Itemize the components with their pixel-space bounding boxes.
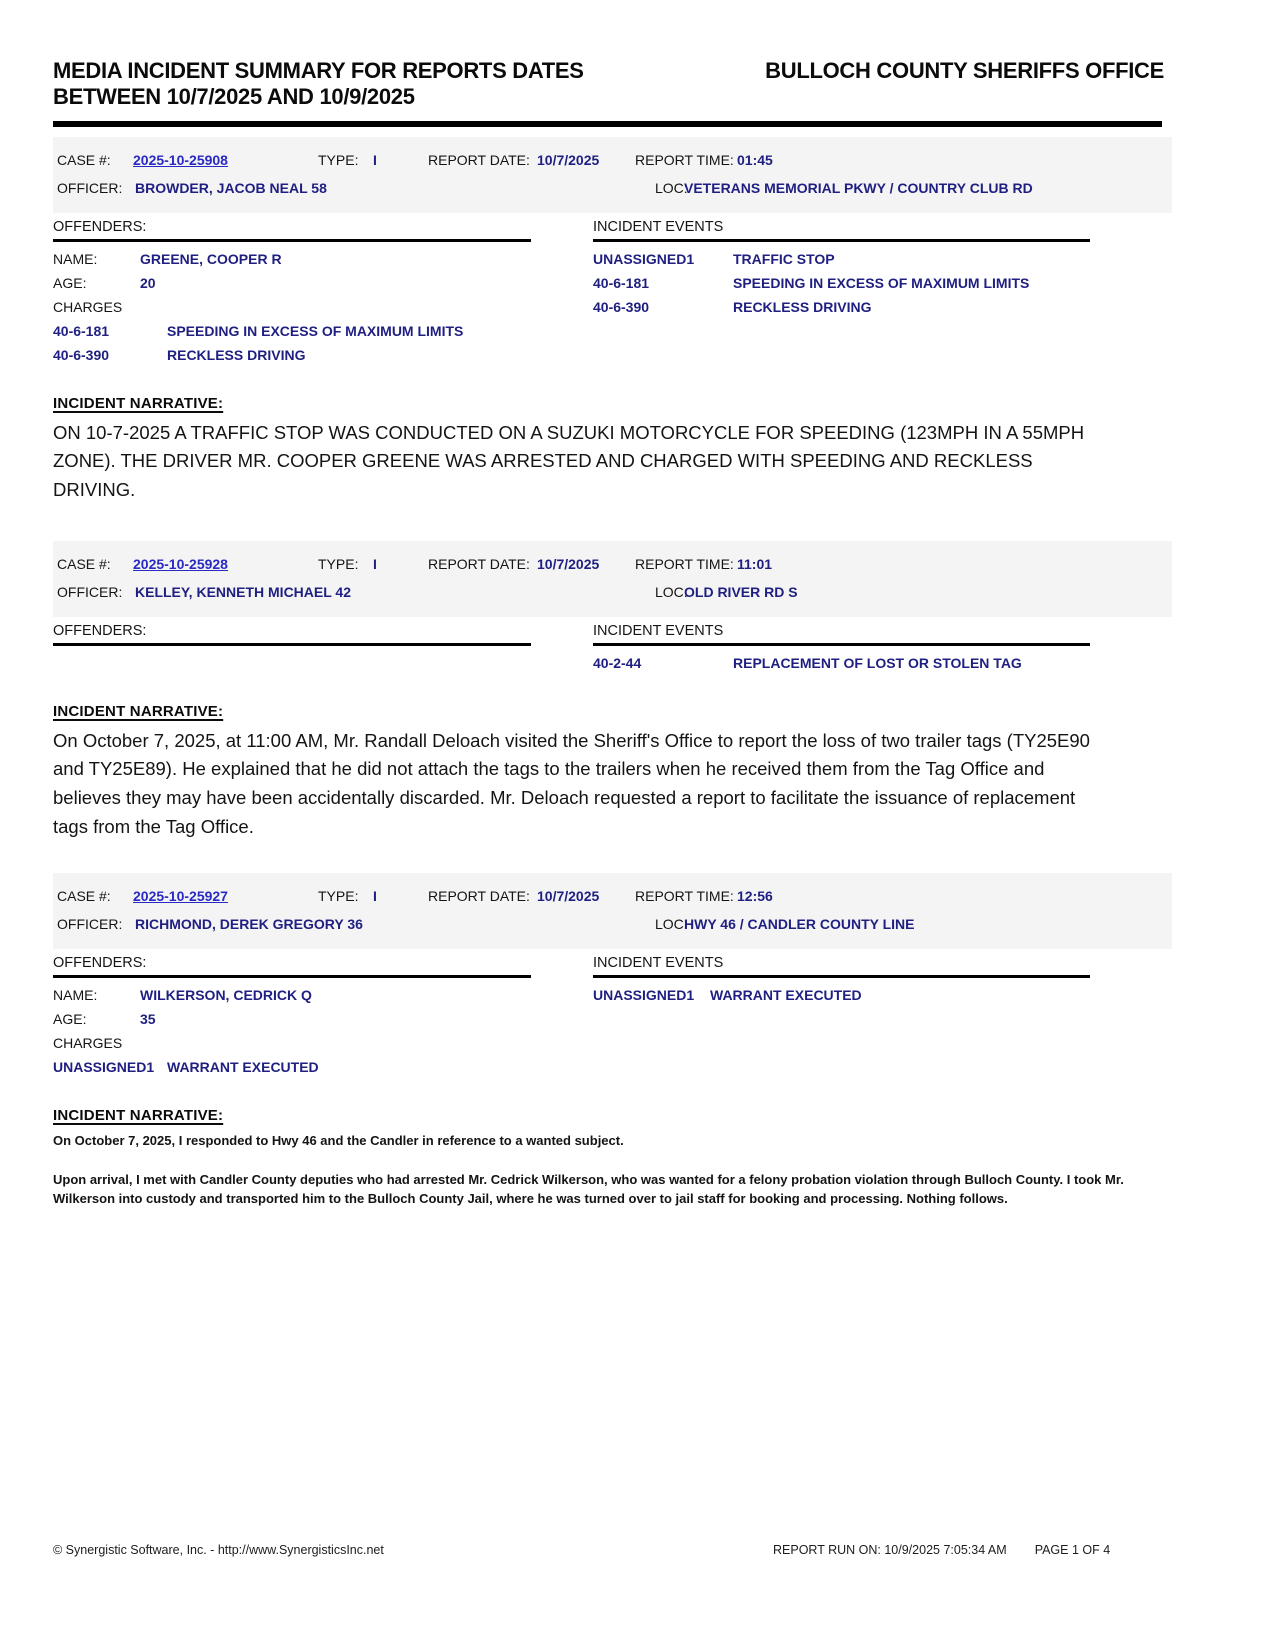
type-label: TYPE:	[318, 151, 359, 168]
charge-code: UNASSIGNED1	[53, 1059, 155, 1076]
offender-name-row	[53, 983, 593, 1007]
case-number-label: CASE #:	[57, 151, 111, 168]
report-title	[53, 58, 584, 111]
offenders-heading: OFFENDERS:	[53, 219, 531, 242]
event-desc: SPEEDING IN EXCESS OF MAXIMUM LIMITS	[733, 274, 1030, 291]
officer-value: RICHMOND, DEREK GREGORY 36	[135, 916, 363, 933]
offender-name: GREENE, COOPER R	[140, 250, 282, 267]
event-desc: WARRANT EXECUTED	[710, 987, 862, 1004]
offender-age: 20	[140, 274, 156, 291]
incident-narrative-text: ON 10-7-2025 A TRAFFIC STOP WAS CONDUCTED ON A SUZUKI MOTORCYCLE FOR SPEEDING (123MPH IN A 55MPH ZONE). THE DRIVER MR. COOPER GREENE WAS ARRESTED AND CHARGED WITH SPEEDING AND RECKLESS DRIVING.	[53, 421, 1085, 501]
incident-narrative-heading: INCIDENT NARRATIVE:	[53, 1107, 224, 1125]
narrative-paragraph-1: On October 7, 2025, I responded to Hwy 46 and the Candler in reference to a wanted subject.	[53, 1133, 624, 1149]
offender-age: 35	[140, 1011, 156, 1028]
event-code: 40-6-181	[593, 274, 650, 291]
event-row	[593, 651, 1172, 675]
case-number-link[interactable]: 2025-10-25928	[133, 555, 228, 572]
report-date-label: REPORT DATE:	[428, 888, 530, 905]
charge-desc: WARRANT EXECUTED	[167, 1059, 319, 1076]
offender-age-row	[53, 271, 593, 295]
case-number-label: CASE #:	[57, 888, 111, 905]
case-header-row2	[53, 578, 1172, 606]
offender-name-row	[53, 247, 593, 271]
report-date-value: 10/7/2025	[537, 888, 600, 905]
case-number-link[interactable]: 2025-10-25927	[133, 888, 228, 905]
report-time-label: REPORT TIME:	[635, 888, 734, 905]
charge-row	[53, 319, 593, 343]
offenders-column	[53, 623, 593, 675]
event-desc: REPLACEMENT OF LOST OR STOLEN TAG	[733, 654, 1022, 671]
header-divider	[53, 121, 1162, 127]
event-code: 40-6-390	[593, 298, 650, 315]
case-number-label: CASE #:	[57, 555, 111, 572]
officer-value: KELLEY, KENNETH MICHAEL 42	[135, 583, 351, 600]
report-title-line1: MEDIA INCIDENT SUMMARY FOR REPORTS DATES	[53, 58, 584, 83]
charge-code: 40-6-390	[53, 346, 110, 363]
officer-label: OFFICER:	[57, 916, 123, 933]
age-label: AGE:	[53, 274, 87, 291]
charge-row	[53, 1055, 593, 1079]
report-date-label: REPORT DATE:	[428, 555, 530, 572]
type-value: I	[373, 151, 377, 168]
location-value: VETERANS MEMORIAL PKWY / COUNTRY CLUB RD	[684, 179, 1033, 196]
event-row	[593, 271, 1172, 295]
incident-events-heading: INCIDENT EVENTS	[593, 623, 1090, 646]
narrative-paragraph-2: Upon arrival, I met with Candler County deputies who had arrested Mr. Cedrick Wilkerson, who was wanted for a felony probation violation through Bulloch County. I took Mr. Wilkerson into custody and transported him to the Bulloch County Jail, where he was turned over to jail staff for booking and processing. Nothing follows.	[53, 1171, 1124, 1207]
case-header-row1	[53, 882, 1172, 910]
event-code: UNASSIGNED1	[593, 987, 695, 1004]
incident-events-heading: INCIDENT EVENTS	[593, 219, 1090, 242]
location-label: LOC:	[655, 916, 688, 933]
event-row	[593, 295, 1172, 319]
offenders-heading: OFFENDERS:	[53, 623, 531, 646]
case-header-row1	[53, 550, 1172, 578]
report-time-value: 12:56	[737, 888, 773, 905]
charge-code: 40-6-181	[53, 322, 110, 339]
incident-events-column	[593, 623, 1172, 675]
event-desc: RECKLESS DRIVING	[733, 298, 872, 315]
case-number-link[interactable]: 2025-10-25908	[133, 151, 228, 168]
report-time-value: 01:45	[737, 151, 773, 168]
footer-report-run-on: REPORT RUN ON: 10/9/2025 7:05:34 AM	[773, 1543, 1007, 1557]
case-section-1	[53, 137, 1172, 505]
footer-right-group	[773, 1543, 1110, 1557]
document-header	[53, 58, 1172, 111]
case-section-2	[53, 541, 1172, 842]
name-label: NAME:	[53, 250, 98, 267]
case-header-bar	[53, 137, 1172, 213]
incident-narrative-heading: INCIDENT NARRATIVE:	[53, 702, 224, 720]
type-label: TYPE:	[318, 555, 359, 572]
incident-narrative-heading: INCIDENT NARRATIVE:	[53, 394, 224, 412]
age-label: AGE:	[53, 1011, 87, 1028]
offender-name: WILKERSON, CEDRICK Q	[140, 987, 312, 1004]
location-label: LOC:	[655, 179, 688, 196]
case-detail-columns	[53, 955, 1172, 1079]
case-header-bar	[53, 541, 1172, 617]
officer-label: OFFICER:	[57, 179, 123, 196]
case-header-row1	[53, 146, 1172, 174]
report-title-line2: BETWEEN 10/7/2025 AND 10/9/2025	[53, 84, 415, 110]
case-header-row2	[53, 174, 1172, 202]
case-header-row2	[53, 910, 1172, 938]
incident-narrative-text	[53, 1131, 1158, 1209]
incident-events-column	[593, 955, 1172, 1079]
footer-page-number: PAGE 1 OF 4	[1034, 1543, 1111, 1557]
report-date-label: REPORT DATE:	[428, 151, 530, 168]
type-label: TYPE:	[318, 888, 359, 905]
offender-age-row	[53, 1007, 593, 1031]
report-time-label: REPORT TIME:	[635, 555, 734, 572]
report-time-value: 11:01	[737, 555, 773, 572]
report-date-value: 10/7/2025	[537, 555, 600, 572]
event-code: UNASSIGNED1	[593, 250, 695, 267]
event-row	[593, 247, 1172, 271]
location-value: HWY 46 / CANDLER COUNTY LINE	[684, 916, 915, 933]
charge-desc: SPEEDING IN EXCESS OF MAXIMUM LIMITS	[167, 322, 464, 339]
incident-narrative-text: On October 7, 2025, at 11:00 AM, Mr. Randall Deloach visited the Sheriff's Office to report the loss of two trailer tags (TY25E90 and TY25E89). He explained that he did not attach the tags to the trailers when he received them from the Tag Office and believes they may have been accidentally discarded. Mr. Deloach requested a report to facilitate the issuance of replacement tags from the Tag Office.	[53, 729, 1090, 837]
case-header-bar	[53, 873, 1172, 949]
name-label: NAME:	[53, 987, 98, 1004]
case-section-3	[53, 873, 1172, 1209]
incident-events-column	[593, 219, 1172, 367]
charge-row	[53, 343, 593, 367]
charge-desc: RECKLESS DRIVING	[167, 346, 306, 363]
offenders-column	[53, 219, 593, 367]
agency-name: BULLOCH COUNTY SHERIFFS OFFICE	[765, 58, 1164, 83]
charges-heading: CHARGES	[53, 298, 123, 315]
location-label: LOC:	[655, 583, 688, 600]
offenders-column	[53, 955, 593, 1079]
event-code: 40-2-44	[593, 654, 642, 671]
incident-events-heading: INCIDENT EVENTS	[593, 955, 1090, 978]
location-value: OLD RIVER RD S	[684, 583, 798, 600]
case-detail-columns	[53, 219, 1172, 367]
footer-copyright: © Synergistic Software, Inc. - http://www.SynergisticsInc.net	[53, 1543, 384, 1557]
report-date-value: 10/7/2025	[537, 151, 600, 168]
type-value: I	[373, 555, 377, 572]
offenders-heading: OFFENDERS:	[53, 955, 531, 978]
report-time-label: REPORT TIME:	[635, 151, 734, 168]
officer-value: BROWDER, JACOB NEAL 58	[135, 179, 327, 196]
event-desc: TRAFFIC STOP	[733, 250, 835, 267]
case-detail-columns	[53, 623, 1172, 675]
event-row	[593, 983, 1172, 1007]
charges-heading: CHARGES	[53, 1035, 123, 1052]
type-value: I	[373, 888, 377, 905]
page-footer	[53, 1543, 1172, 1563]
officer-label: OFFICER:	[57, 583, 123, 600]
